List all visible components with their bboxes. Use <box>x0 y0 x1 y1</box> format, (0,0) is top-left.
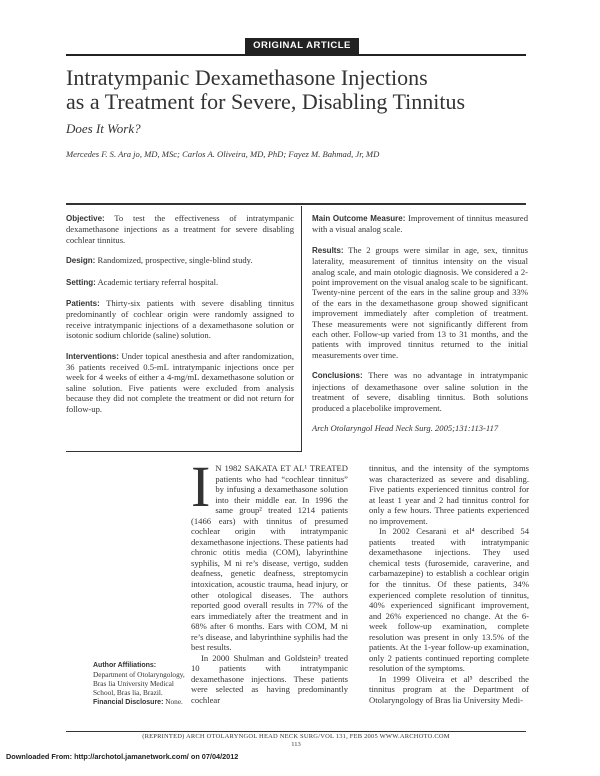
drop-cap: I <box>191 454 211 519</box>
author-affiliations <box>93 661 188 707</box>
abstract-objective: Objective: To test the effectiveness of intratympanic dexamethasone injections as a treatment for severe disabling cochlear tinnitus. <box>66 213 294 245</box>
body-column-right <box>369 463 529 706</box>
affiliations-heading: Author Affiliations: <box>93 662 157 669</box>
abstract-results: Results: The 2 groups were similar in age, sex, tinnitus laterality, measurement of tinnitus intensity on the visual analog scale, and main otologic diagnosis. We considered a 2-point improvement on the visual analog scale to be significant. Twenty-nine percent of the ears in the saline group and 33% of the ears in the dexamethasone group showed significant improvement immediately after completion of treatment. These measurements were not significantly different from each other. Follow-up varied from 13 to 31 months, and the patients with improved tinnitus returned to the initial measurements over time. <box>312 244 528 360</box>
author-list: Mercedes F. S. Ara jo, MD, MSc; Carlos A. Oliveira, MD, PhD; Fayez M. Bahmad, Jr, MD <box>66 149 380 159</box>
body-paragraph-5: In 1999 Oliveira et al⁵ described the tinnitus program at the Department of Otolaryngology of Bras lia University Medi- <box>369 673 529 706</box>
abstract-interventions: Interventions: Under topical anesthesia and after randomization, 36 patients received 0.5-mL intratympanic injections once per week for 4 weeks of either a 4-mg/mL dexamethasone solution or saline solution. Five patients were excluded from analysis because they did not complete the treatment or did not return for follow-up. <box>66 350 294 414</box>
journal-footer: (REPRINTED) ARCH OTOLARYNGOL HEAD NECK SURG/VOL 131, FEB 2005 WWW.ARCHOTO.COM <box>142 733 450 740</box>
footer-rule <box>66 731 526 732</box>
body-paragraph-3: tinnitus, and the intensity of the symptoms was characterized as severe and disabling. Five patients experienced tinnitus control for at least 1 year and 2 had tinnitus control for only a few hours. Three patients experienced no improvement. <box>369 463 529 526</box>
citation: Arch Otolaryngol Head Neck Surg. 2005;131:113-117 <box>312 422 499 433</box>
section-label: ORIGINAL ARTICLE <box>245 38 359 54</box>
affiliations-text: Department of Otolaryngology, Bras lia University Medical School, Bras lia, Brazil. <box>93 670 185 697</box>
body-paragraph-1: N 1982 SAKATA ET AL¹ TREATED patients who had “cochlear tinnitus” by infusing a dexamethasone solution into their middle ear. In 1996 the same group² treated 1214 patients (1466 ears) with tinnitus of presumed cochlear origin with intratympanic dexamethasone injections. These patients had chronic otitis media (COM), labyrinthine syphilis, M ni re’s disease, vertigo, sudden deafness, genetic deafness, streptomycin intoxication, acoustic trauma, head injury, or other otological diseases. The authors reported good overall results in 77% of the ears immediately after the treatment and in 68% after 6 months. Ears with COM, M ni re’s disease, and labyrinthine syphilis had the best results. <box>191 463 348 653</box>
article-title <box>66 66 526 114</box>
abstract-conclusions: Conclusions: There was no advantage in intratympanic injections of dexamethasone over saline solution in the treatment of severe, disabling tinnitus. Both solutions produced a placebolike improvement. <box>312 370 528 413</box>
abstract-setting: Setting: Academic tertiary referral hospital. <box>66 276 219 287</box>
abstract-bottom-rule <box>66 451 302 452</box>
title-line-1: Intratympanic Dexamethasone Injections <box>66 65 428 90</box>
financial-disclosure: Financial Disclosure: None. <box>93 697 183 706</box>
body-column-middle <box>191 454 348 706</box>
page-number: 113 <box>291 741 301 748</box>
body-paragraph-4: In 2002 Cesarani et al⁴ described 54 patients treated with intratympanic dexamethasone injections. They used chemical tests (furosemide, caraverine, and carbamazepine) to establish a cochlear origin for the tinnitus. Of these patients, 34% experienced complete resolution of tinnitus, 40% experienced significant improvement, and 26% experienced no change. At the 6-week follow-up examination, complete resolution was present in only 13.5% of the patients. At the 1-year follow-up examination, only 2 patients continued reporting complete resolution of the symptoms. <box>369 526 529 674</box>
abstract-design: Design: Randomized, prospective, single-blind study. <box>66 255 253 266</box>
abstract-left-column <box>66 213 294 424</box>
body-paragraph-2: In 2000 Shulman and Goldstein³ treated 10 patients with intratympanic dexamethasone injections. These patients were selected as having predominantly cochlear <box>191 652 348 706</box>
article-subtitle: Does It Work? <box>66 121 141 136</box>
abstract-patients: Patients: Thirty-six patients with severe disabling tinnitus predominantly of cochlear origin were randomly assigned to receive intratympanic injections of a dexamethasone solution or isotonic sodium chloride (saline) solution. <box>66 298 294 341</box>
abstract-main-outcome: Main Outcome Measure: Improvement of tinnitus measured with a visual analog scale. <box>312 213 528 235</box>
title-line-2: as a Treatment for Severe, Disabling Tinnitus <box>66 89 466 114</box>
header-rule <box>66 54 526 56</box>
download-notice: Downloaded From: http://archotol.jamanetwork.com/ on 07/04/2012 <box>6 752 239 761</box>
abstract-divider <box>301 206 302 452</box>
abstract-right-column <box>312 213 528 433</box>
abstract-top-rule <box>66 203 526 205</box>
